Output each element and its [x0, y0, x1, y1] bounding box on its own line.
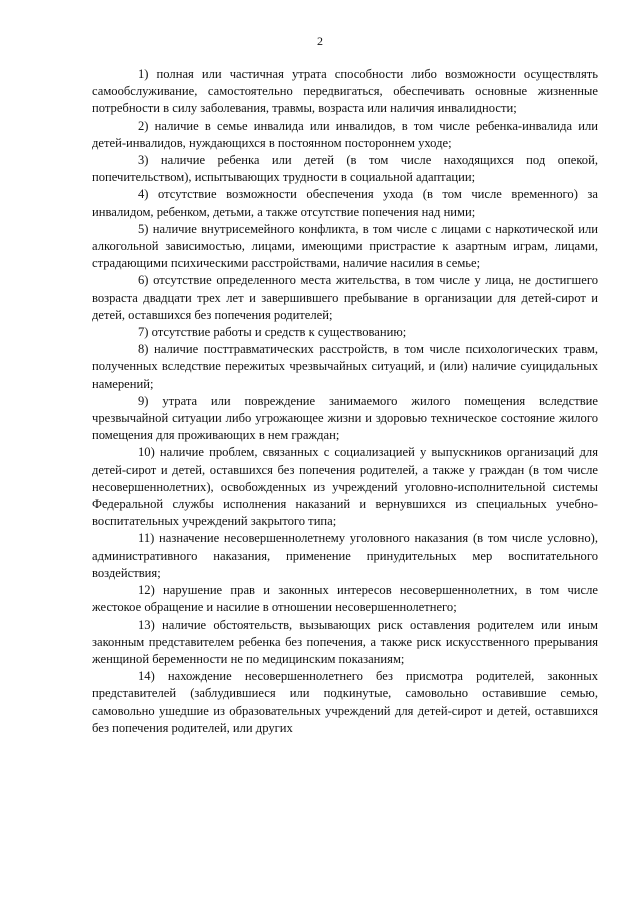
page-number: 2	[317, 34, 323, 48]
list-item-14: 14) нахождение несовершеннолетнего без присмотра родителей, законных представителей (заблудившиеся или подкинутые, самовольно оставившие семью, самовольно ушедшие из образовательных учреждений для детей-сирот и детей, оставшихся без попечения родителей, или других	[92, 669, 598, 735]
list-item-4: 4) отсутствие возможности обеспечения ухода (в том числе временного) за инвалидом, ребенком, детьми, а также отсутствие попечения над ними;	[92, 187, 598, 219]
list-item-12: 12) нарушение прав и законных интересов несовершеннолетних, в том числе жестокое обращение и насилие в отношении несовершеннолетнего;	[92, 583, 598, 615]
list-item-8: 8) наличие посттравматических расстройств, в том числе психологических травм, полученных вследствие пережитых чрезвычайных ситуаций, и (или) наличие суицидальных намерений;	[92, 342, 598, 391]
list-item-6: 6) отсутствие определенного места жительства, в том числе у лица, не достигшего возраста двадцати трех лет и завершившего пребывание в организации для детей-сирот и детей, оставшихся без попечения родителей;	[92, 273, 598, 322]
list-item-10: 10) наличие проблем, связанных с социализацией у выпускников организаций для детей-сирот и детей, оставшихся без попечения родителей, а также у граждан (в том числе несовершеннолетних), освобожденных из учреждений уголовно-исполнительной системы Федеральной службы исполнения наказаний и вернувшихся из специальных учебно-воспитательных учреждений закрытого типа;	[92, 445, 598, 529]
list-item-13: 13) наличие обстоятельств, вызывающих риск оставления родителем или иным законным представителем ребенка без попечения, а также риск искусственного прерывания женщиной беременности не по медицинским показаниям;	[92, 617, 598, 666]
document-body	[92, 66, 598, 737]
list-item-1: 1) полная или частичная утрата способности либо возможности осуществлять самообслуживание, самостоятельно передвигаться, обеспечивать основные жизненные потребности в силу заболевания, травмы, возраста или наличия инвалидности;	[92, 67, 598, 116]
list-item-9: 9) утрата или повреждение занимаемого жилого помещения вследствие чрезвычайной ситуации либо угрожающее жизни и здоровью техническое состояние жилого помещения для проживающих в нем граждан;	[92, 393, 598, 443]
list-item-11: 11) назначение несовершеннолетнему уголовного наказания (в том числе условно), административного наказания, применение принудительных мер воспитательного воздействия;	[92, 531, 598, 580]
list-item-2: 2) наличие в семье инвалида или инвалидов, в том числе ребенка-инвалида или детей-инвалидов, нуждающихся в постоянном постороннем уходе;	[92, 118, 598, 150]
list-item-5: 5) наличие внутрисемейного конфликта, в том числе с лицами с наркотической или алкогольной зависимостью, лицами, имеющими пристрастие к азартным играм, лицами, страдающими психическими расстройствами, наличие насилия в семье;	[92, 221, 598, 271]
list-item-7: 7) отсутствие работы и средств к существованию;	[138, 325, 407, 340]
list-item-3: 3) наличие ребенка или детей (в том числе находящихся под опекой, попечительством), испытывающих трудности в социальной адаптации;	[92, 153, 598, 185]
